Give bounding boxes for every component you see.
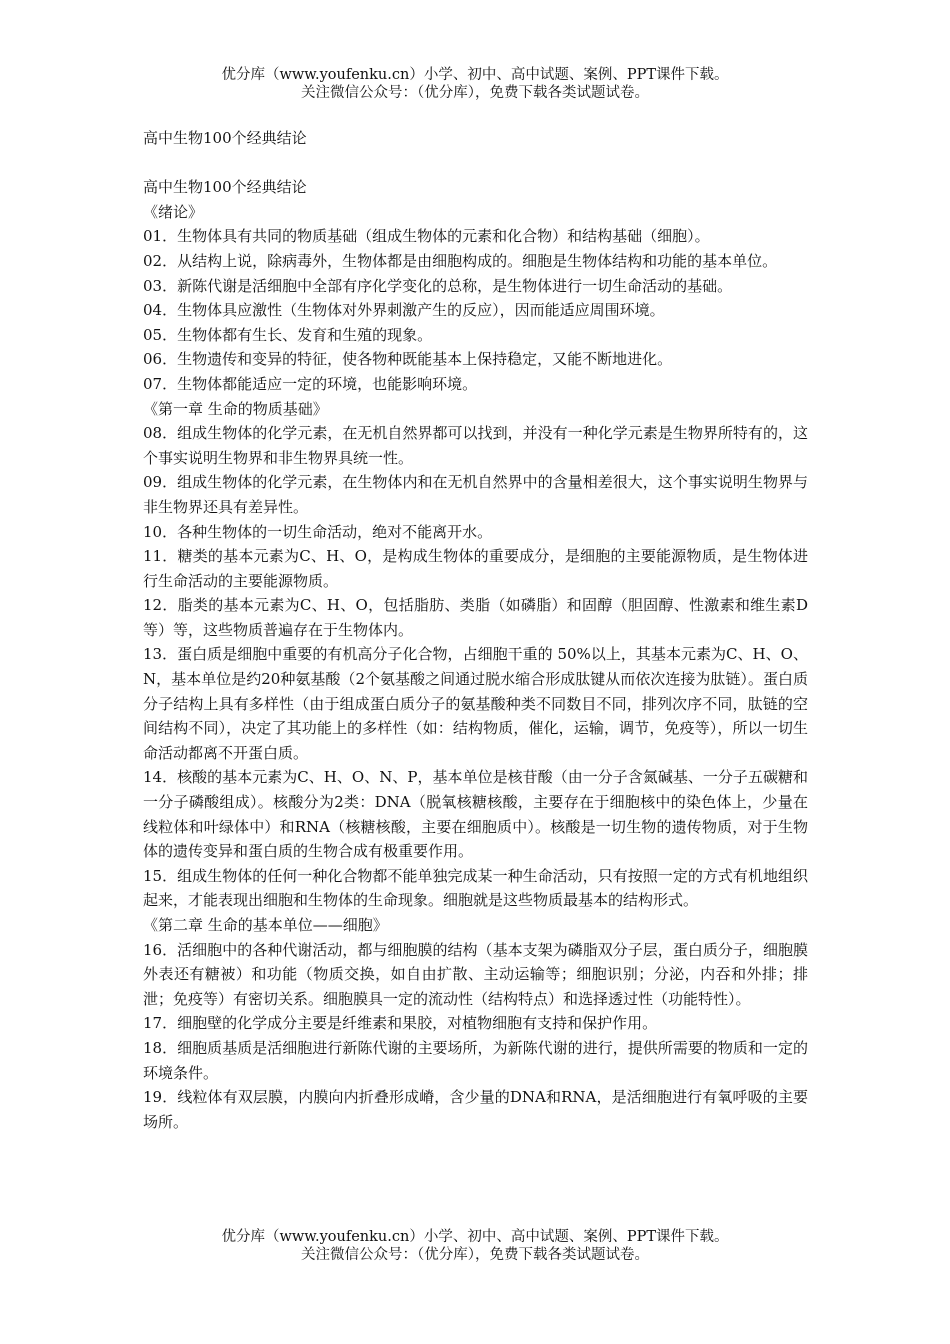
chapter-heading: 《第一章 生命的物质基础》 (143, 399, 328, 418)
header-line-2: 关注微信公众号：（优分库），免费下载各类试题试卷。 (301, 85, 649, 101)
conclusion-item: 01．生物体具有共同的物质基础（组成生物体的元素和化合物）和结构基础（细胞）。 (143, 227, 710, 246)
conclusion-item: 13．蛋白质是细胞中重要的有机高分子化合物，占细胞干重的 50%以上，其基本元素为C、H、O、N，基本单位是约20种氨基酸（2个氨基酸之间通过脱水缩合形成肽键从而依次连接为肽链）。蛋白质分子结构上具有多样性（由于组成蛋白质分子的氨基酸种类不同数目不同，排列次序不同，肽链的空间结构不同），决定了其功能上的多样性（如：结构物质，催化，运输，调节，免疫等），所以一切生命活动都离不开蛋白质。 (143, 645, 808, 762)
conclusion-item: 04．生物体具应激性（生物体对外界刺激产生的反应），因而能适应周围环境。 (143, 301, 665, 320)
conclusion-item: 18．细胞质基质是活细胞进行新陈代谢的主要场所，为新陈代谢的进行，提供所需要的物质和一定的环境条件。 (143, 1038, 808, 1082)
footer-line-1: 优分库（www.youfenku.cn）小学、初中、高中试题、案例、PPT课件下载。 (221, 1229, 729, 1245)
conclusion-item: 07．生物体都能适应一定的环境，也能影响环境。 (143, 374, 478, 393)
conclusion-item: 16．活细胞中的各种代谢活动，都与细胞膜的结构（基本支架为磷脂双分子层，蛋白质分子，细胞膜外表还有糖被）和功能（物质交换，如自由扩散、主动运输等；细胞识别；分泌，内吞和外排；排泄；免疫等）有密切关系。细胞膜具一定的流动性（结构特点）和选择透过性（功能特性）。 (143, 940, 808, 1008)
conclusion-item: 17．细胞壁的化学成分主要是纤维素和果胶，对植物细胞有支持和保护作用。 (143, 1014, 658, 1033)
conclusion-item: 09．组成生物体的化学元素，在生物体内和在无机自然界中的含量相差很大，这个事实说明生物界与非生物界还具有差异性。 (143, 473, 808, 516)
conclusion-item: 02．从结构上说，除病毒外，生物体都是由细胞构成的。细胞是生物体结构和功能的基本单位。 (143, 251, 778, 270)
header-line-1: 优分库（www.youfenku.cn）小学、初中、高中试题、案例、PPT课件下载。 (221, 67, 729, 83)
document-title: 高中生物100个经典结论 (143, 129, 307, 147)
footer-line-2: 关注微信公众号：（优分库），免费下载各类试题试卷。 (301, 1247, 649, 1263)
conclusion-item: 15．组成生物体的任何一种化合物都不能单独完成某一种生命活动，只有按照一定的方式有机地组织起来，才能表现出细胞和生物体的生命现象。细胞就是这些物质最基本的结构形式。 (143, 866, 808, 910)
conclusion-item: 11．糖类的基本元素为C、H、O，是构成生物体的重要成分，是细胞的主要能源物质，是生物体进行生命活动的主要能源物质。 (143, 547, 808, 590)
document-body (143, 126, 808, 1134)
chapter-heading: 《绪论》 (143, 202, 204, 221)
conclusion-item: 12．脂类的基本元素为C、H、O，包括脂肪、类脂（如磷脂）和固醇（胆固醇、性激素和维生素D等）等，这些物质普遍存在于生物体内。 (143, 596, 808, 639)
conclusion-item: 05．生物体都有生长、发育和生殖的现象。 (143, 325, 433, 344)
section-title: 高中生物100个经典结论 (143, 178, 307, 197)
chapter-heading: 《第二章 生命的基本单位——细胞》 (143, 916, 388, 934)
page-header (0, 66, 950, 102)
conclusion-item: 19．线粒体有双层膜，内膜向内折叠形成嵴，含少量的DNA和RNA，是活细胞进行有氧呼吸的主要场所。 (143, 1088, 808, 1131)
conclusion-item: 10．各种生物体的一切生命活动，绝对不能离开水。 (143, 522, 493, 541)
conclusion-item: 08．组成生物体的化学元素，在无机自然界都可以找到，并没有一种化学元素是生物界所特有的，这个事实说明生物界和非生物界具统一性。 (143, 424, 808, 467)
conclusion-item: 14．核酸的基本元素为C、H、O、N、P，基本单位是核苷酸（由一分子含氮碱基、一分子五碳糖和一分子磷酸组成）。核酸分为2类：DNA（脱氧核糖核酸，主要存在于细胞核中的染色体上，少量在线粒体和叶绿体中）和RNA（核糖核酸，主要在细胞质中）。核酸是一切生物的遗传物质，对于生物体的遗传变异和蛋白质的生物合成有极重要作用。 (143, 768, 808, 861)
conclusion-item: 03．新陈代谢是活细胞中全部有序化学变化的总称，是生物体进行一切生命活动的基础。 (143, 276, 733, 295)
page-footer (0, 1228, 950, 1264)
conclusion-item: 06．生物遗传和变异的特征，使各物种既能基本上保持稳定，又能不断地进化。 (143, 350, 673, 369)
